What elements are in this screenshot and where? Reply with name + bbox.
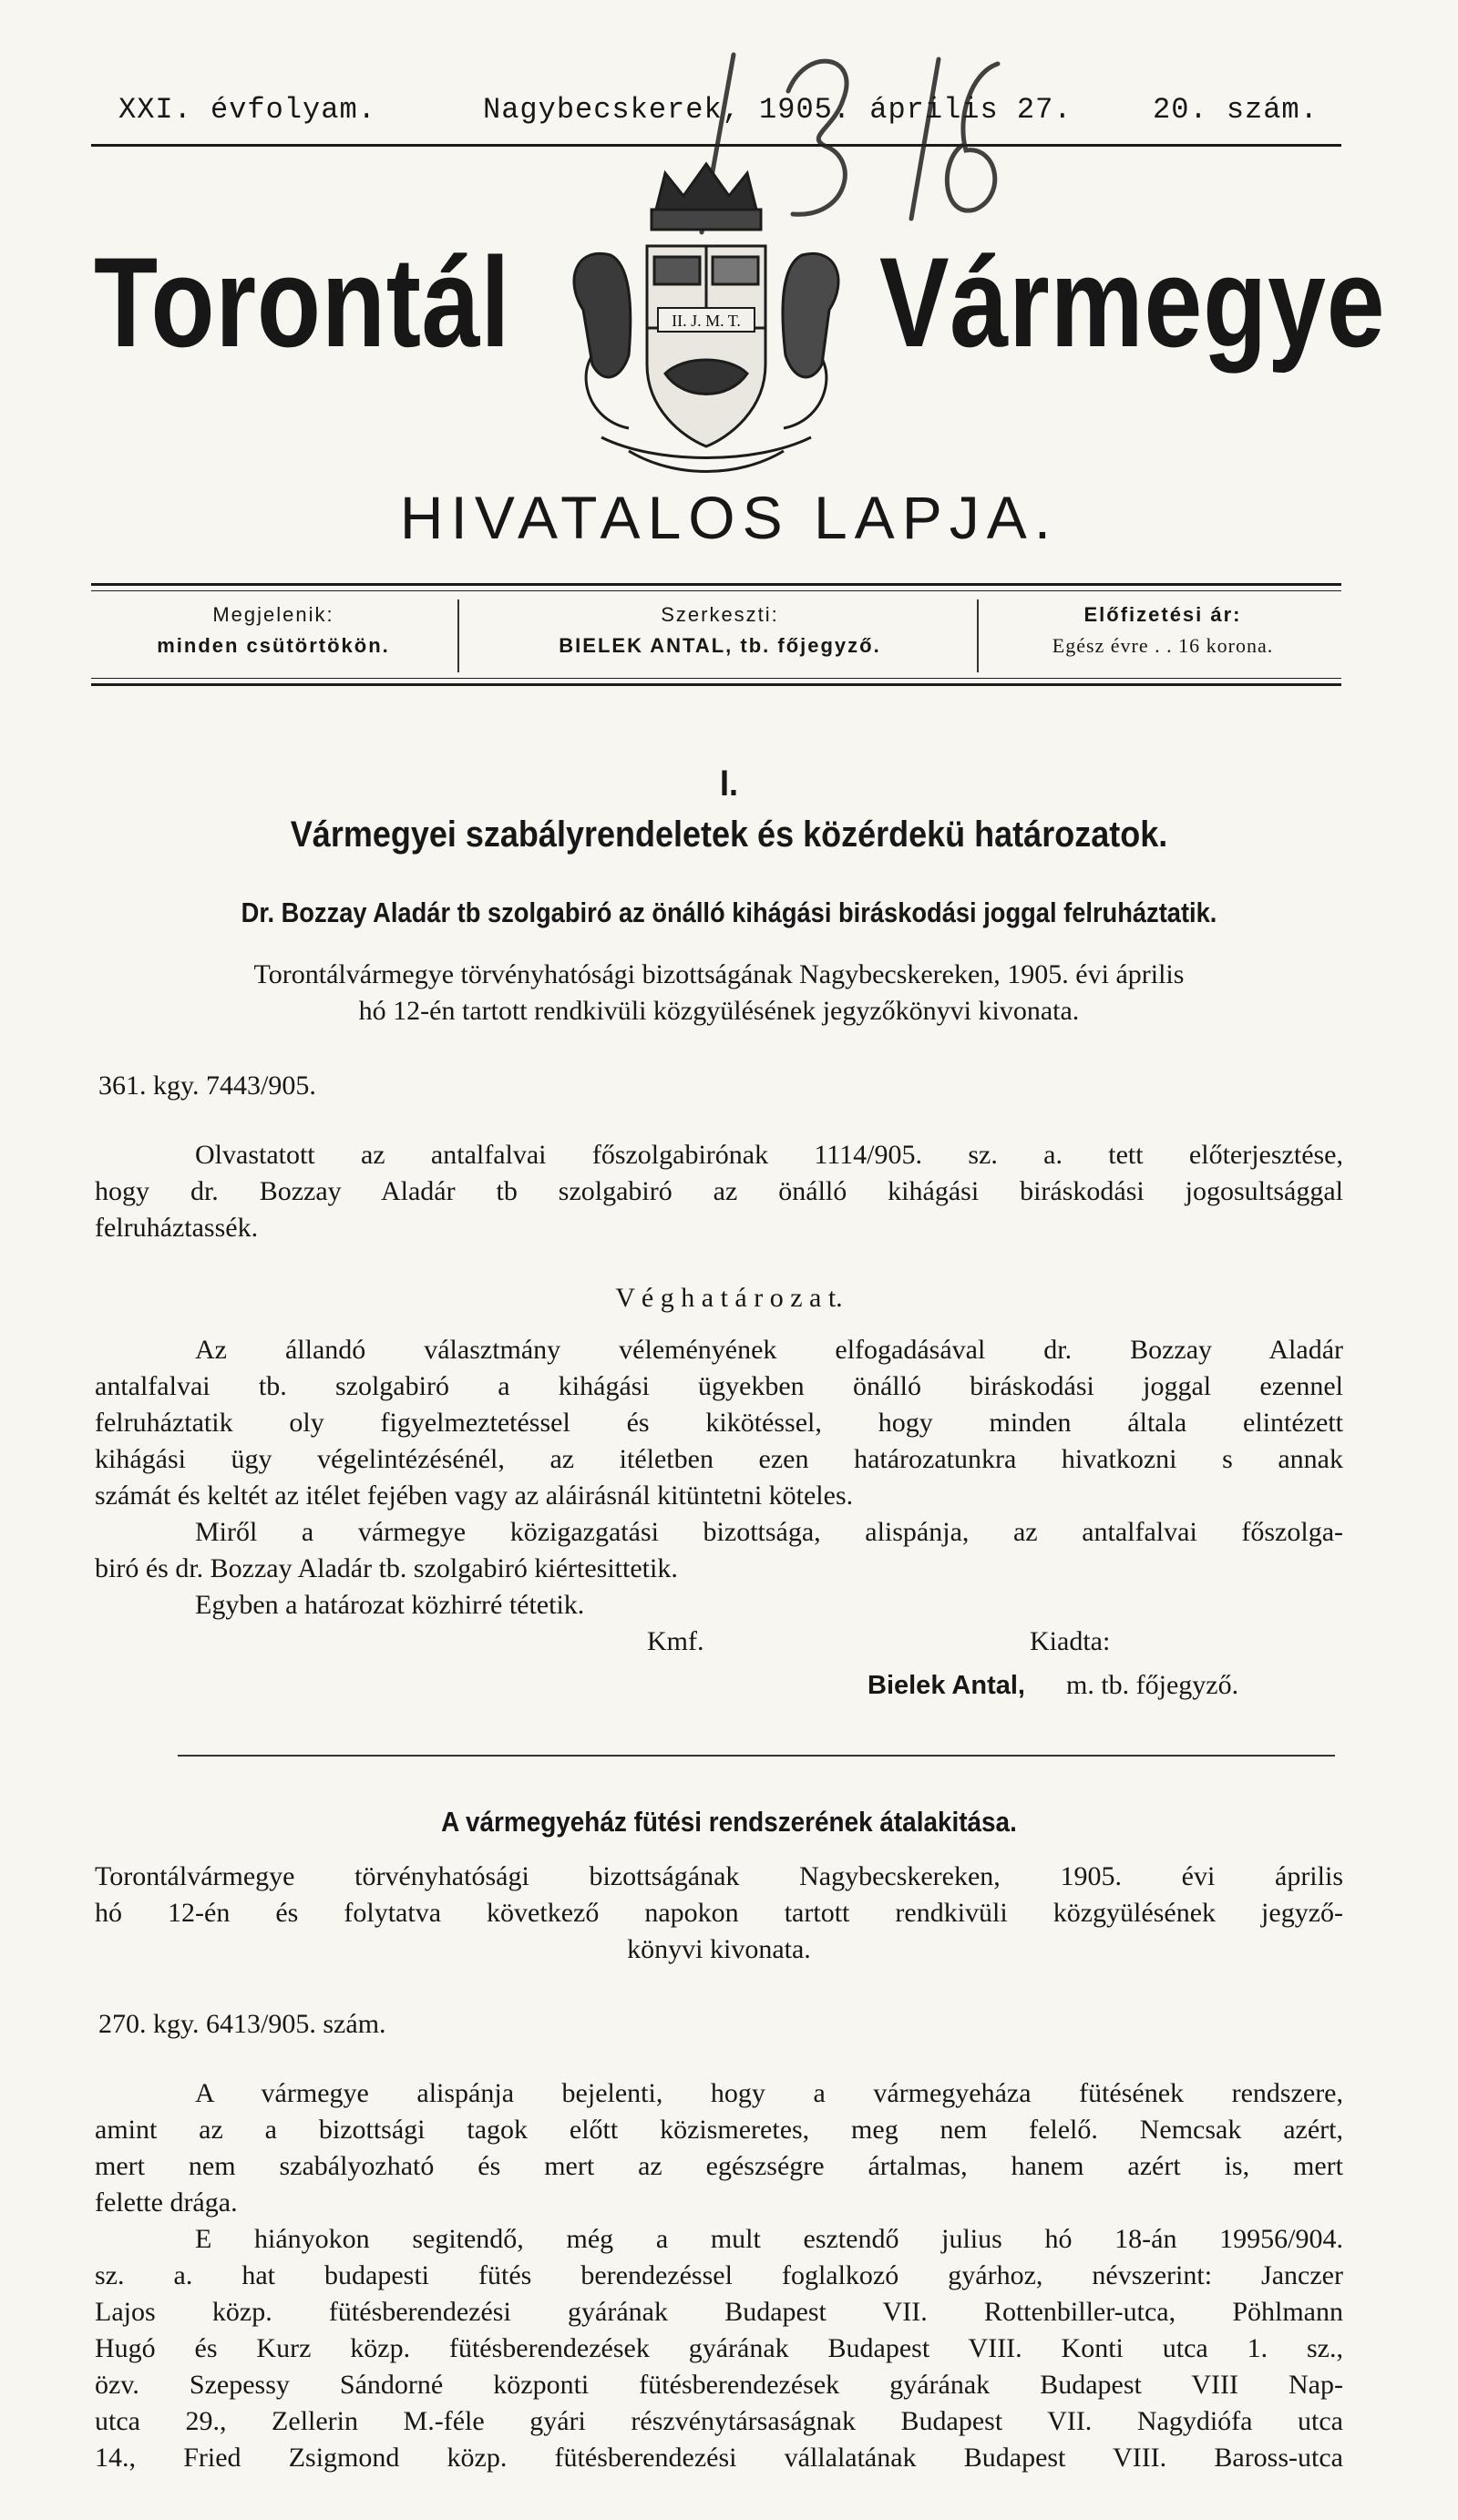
issued-label: Kiadta: [1030, 1626, 1111, 1656]
article1-headline: Dr. Bozzay Aladár tb szolgabiró az önálló kihágási biráskodási joggal felruháztatik. [241, 896, 1217, 928]
crest-label: II. J. M. T. [672, 312, 741, 330]
article2-body-line: amint az a bizottsági tagok előtt közismeretes, meg nem felelő. Nemcsak azért, [95, 2115, 1343, 2145]
decision-line: Az állandó választmány véleményének elfogadásával dr. Bozzay Aladár [195, 1335, 1343, 1365]
issue-line [118, 80, 1330, 135]
coat-of-arms-icon [547, 146, 866, 483]
notify-line: biró és dr. Bozzay Aladár tb. szolgabiró kiértesittetik. [95, 1553, 678, 1583]
subtitle: HIVATALOS LAPJA. [399, 484, 1059, 551]
publish-line: Egyben a határozat közhirré tétetik. [195, 1590, 585, 1620]
band-bottom-rule-thin [91, 678, 1341, 679]
article1-read-line: Olvastatott az antalfalvai főszolgabirónak 1114/905. sz. a. tett előterjesztése, [195, 1140, 1343, 1170]
article2-body-line: 14., Fried Zsigmond közp. fütésberendezési vállalatának Budapest VIII. Baross-utca [95, 2443, 1343, 2473]
price-column [984, 592, 1341, 678]
article2-intro [95, 1859, 1343, 1968]
price-label: Előfizetési ár: [1083, 603, 1242, 626]
article2-body-line: sz. a. hat budapesti fütés berendezéssel foglalkozó gyárhoz, névszerint: Janczer [95, 2260, 1343, 2290]
band-bottom-rule [91, 683, 1341, 686]
article2-body-line: A vármegye alispánja bejelenti, hogy a vármegyeháza fütésének rendszere, [195, 2078, 1343, 2108]
article2-headline: A vármegyeház fütési rendszerének átalakitása. [441, 1806, 1017, 1838]
appears-column [91, 592, 456, 678]
article2-intro-line: Torontálvármegye törvényhatósági bizottságának Nagybecskereken, 1905. évi április [95, 1861, 1343, 1891]
band-divider-2 [977, 599, 979, 672]
editor-value: BIELEK ANTAL, tb. főjegyző. [559, 634, 881, 657]
decision-line: antalfalvai tb. szolgabiró a kihágási ügyekben önálló biráskodási joggal ezennel [95, 1371, 1343, 1401]
article2-intro-line: hó 12-én és folytatva következő napokon tartott rendkivüli közgyülésének jegyző- [95, 1898, 1343, 1928]
article1-ref: 361. kgy. 7443/905. [98, 1070, 316, 1101]
decision-title: V é g h a t á r o z a t. [615, 1283, 843, 1313]
article1-intro-line: Torontálvármegye törvényhatósági bizottságának Nagybecskereken, 1905. évi április [253, 959, 1185, 989]
article-divider [178, 1755, 1335, 1757]
section-title: Vármegyei szabályrendeletek és közérdekü határozatok. [290, 814, 1168, 855]
article1-intro-line: hó 12-én tartott rendkivüli közgyülésének jegyzőkönyvi kivonata. [358, 996, 1080, 1026]
section-number: I. [719, 763, 738, 804]
band-top-rule [91, 583, 1341, 586]
info-band [91, 583, 1341, 689]
article2-ref: 270. kgy. 6413/905. szám. [98, 2009, 386, 2039]
article2-body-line: Lajos közp. fütésberendezési gyárának Budapest VII. Rottenbiller-utca, Pöhlmann [95, 2297, 1343, 2327]
kmf-text: Kmf. [647, 1626, 704, 1656]
decision-line: kihágási ügy végelintézésénél, az itéletben ezen határozatunkra hivatkozni s annak [95, 1444, 1343, 1474]
editor-label: Szerkeszti: [661, 603, 779, 626]
band-top-rule-thin [91, 590, 1341, 591]
article2-body-line: mert nem szabályozható és mert az egészségre ártalmas, hanem azért is, mert [95, 2151, 1343, 2181]
article2-intro-line: könyvi kivonata. [627, 1934, 811, 1964]
article1-read-line: felruháztassék. [95, 1213, 259, 1243]
band-divider-1 [457, 599, 459, 672]
volume-text: XXI. évfolyam. [118, 93, 376, 127]
article2-body-line: utca 29., Zellerin M.-féle gyári részvénytársaságnak Budapest VII. Nagydiófa utca [95, 2406, 1343, 2436]
decision-line: felruháztatik oly figyelmeztetéssel és kikötéssel, hogy minden általa elintézett [95, 1408, 1343, 1438]
decision-paragraph [95, 1332, 1343, 1624]
decision-line: számát és keltét az itélet fejében vagy az aláirásnál kitüntetni köteles. [95, 1480, 854, 1511]
article2-body [95, 2075, 1343, 2476]
issue-number-text: 20. szám. [1153, 93, 1319, 127]
article2-body-line: felette drága. [95, 2187, 238, 2218]
signature-name: Bielek Antal, [868, 1671, 1025, 1700]
notify-line: Miről a vármegye közigazgatási bizottsága, alispánja, az antalfalvai főszolga- [195, 1517, 1343, 1547]
article2-body-line: E hiányokon segitendő, még a mult esztendő julius hó 18-án 19956/904. [195, 2224, 1343, 2254]
article1-intro [95, 957, 1343, 1030]
title-right: Vármegye [879, 230, 1386, 374]
appears-value: minden csütörtökön. [157, 634, 390, 657]
title-left: Torontál [94, 230, 511, 374]
signature-title: m. tb. főjegyző. [1066, 1670, 1239, 1700]
appears-label: Megjelenik: [212, 603, 334, 626]
article2-body-line: özv. Szepessy Sándorné központi fütésberendezések gyárának Budapest VIII Nap- [95, 2370, 1343, 2400]
editor-column [465, 592, 975, 678]
article1-read-paragraph [95, 1137, 1343, 1246]
article2-body-line: Hugó és Kurz közp. fütésberendezések gyárának Budapest VIII. Konti utca 1. sz., [95, 2333, 1343, 2363]
price-value: Egész évre . . 16 korona. [1052, 634, 1274, 657]
place-date-text: Nagybecskerek, 1905. április 27. [483, 93, 1073, 127]
article1-read-line: hogy dr. Bozzay Aladár tb szolgabiró az önálló kihágási biráskodási jogosultsággal [95, 1176, 1343, 1206]
